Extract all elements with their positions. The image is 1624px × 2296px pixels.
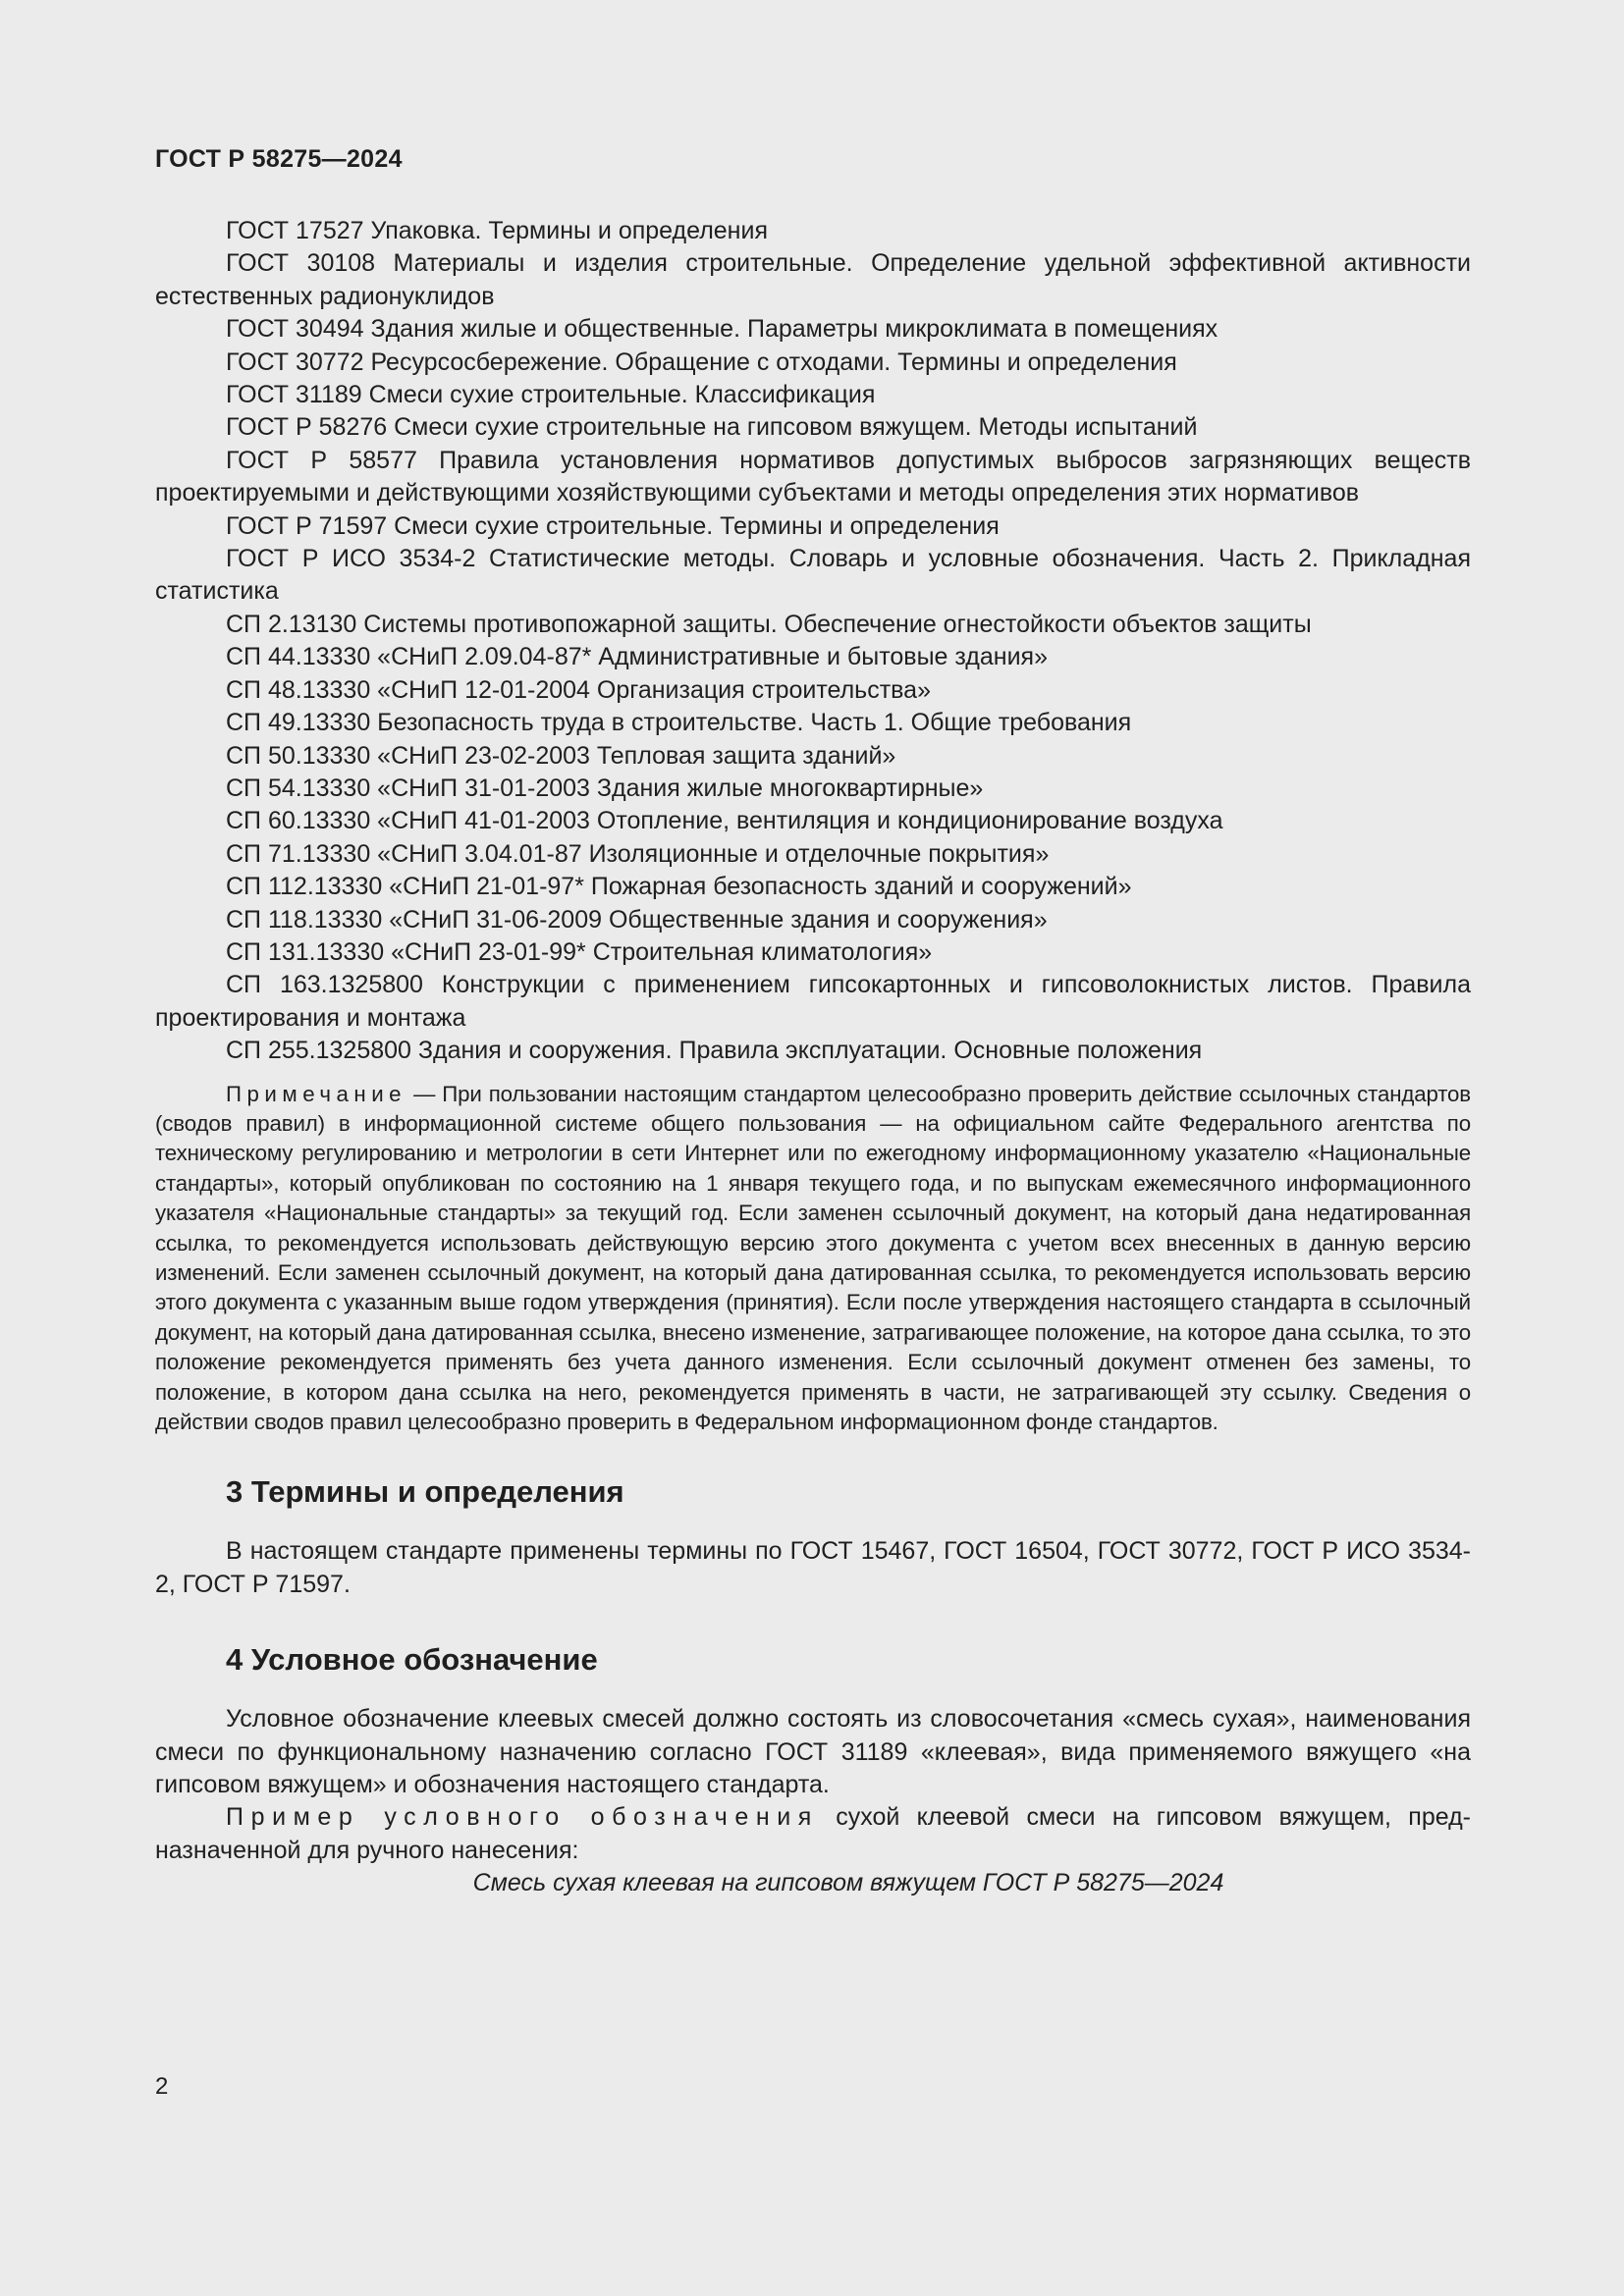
reference-item: ГОСТ Р 58276 Смеси сухие строительные на гипсовом вяжущем. Методы испытаний	[226, 413, 1198, 442]
note-text: — При пользовании настоящим стандартом целесообразно проверить действие ссылочных стандартов (сводов правил) в информационной системе общего пользования — на официальном сайте Федерального агентства по техническому регулированию и метрологии в сети Интернет или по ежегодному информационному указателю «Национальные стандарты», который опубликован по состоянию на 1 января текущего года, и по выпускам ежемесячного информационного указателя «Национальные стандарты» за текущий год. Если заменен ссылочный документ, на который дана недатированная ссылка, то рекомендуется использовать действующую версию этого документа с учетом всех внесенных в данную версию изменений. Если заменен ссылочный документ, на который дана датированная ссылка, то рекомендуется использовать версию этого документа с указанным выше годом утверждения (принятия). Если после утверждения настоящего стандарта в ссылочный документ, на который дана датированная ссылка, внесено изменение, затрагивающее положение, на которое дана ссылка, то это положение рекомендуется применять без учета данного изменения. Если ссылочный документ отменен без замены, то положение, в котором дана ссылка на него, рекомендуется применять в части, не затрагивающей эту ссылку. Сведения о действии сводов правил целесообразно проверить в Федеральном информационном фонде стандартов.	[155, 1081, 1471, 1435]
section-4-title: 4 Условное обозначение	[226, 1642, 598, 1678]
reference-item: ГОСТ 30772 Ресурсосбережение. Обращение с отходами. Термины и определения	[226, 347, 1177, 376]
reference-item: СП 163.1325800 Конструкции с применением гипсокартонных и гипсоволокнистых листов. Правила проектирования и монтажа	[155, 971, 1471, 1032]
example-paragraph	[155, 1801, 1471, 1867]
reference-item: ГОСТ 31189 Смеси сухие строительные. Классификация	[226, 381, 876, 409]
reference-item: СП 44.13330 «СНиП 2.09.04-87* Административные и бытовые здания»	[226, 643, 1048, 671]
reference-item: СП 49.13330 Безопасность труда в строительстве. Часть 1. Общие требования	[226, 709, 1132, 737]
example-text: сухой клеевой смеси на гипсовом вяжущем, предназначенной для ручного нанесения:	[155, 1803, 1471, 1864]
reference-item: ГОСТ 17527 Упаковка. Термины и определения	[226, 217, 768, 244]
document-header: ГОСТ Р 58275—2024	[155, 145, 403, 173]
reference-item: ГОСТ 30494 Здания жилые и общественные. Параметры микроклимата в помещениях	[226, 315, 1218, 344]
reference-item: СП 71.13330 «СНиП 3.04.01-87 Изоляционные и отделочные покрытия»	[226, 839, 1050, 868]
reference-item: ГОСТ 30108 Материалы и изделия строительные. Определение удельной эффективной активности естественных радионуклидов	[155, 249, 1471, 310]
section-4-body: Условное обозначение клеевых смесей должно состоять из словосочетания «смесь сухая», наименования смеси по функциональному назначению согласно ГОСТ 31189 «клеевая», вида применяемого вяжущего «на гипсовом вяжущем» и обозначения настоящего стандарта.	[155, 1705, 1471, 1799]
reference-item: СП 50.13330 «СНиП 23-02-2003 Тепловая защита зданий»	[226, 741, 896, 770]
section-3-title: 3 Термины и определения	[226, 1474, 624, 1510]
reference-item: ГОСТ Р 71597 Смеси сухие строительные. Термины и определения	[226, 511, 1000, 540]
reference-item: СП 112.13330 «СНиП 21-01-97* Пожарная безопасность зданий и сооружений»	[226, 873, 1132, 901]
reference-item: СП 131.13330 «СНиП 23-01-99* Строительная климатология»	[226, 937, 933, 966]
reference-item: СП 60.13330 «СНиП 41-01-2003 Отопление, вентиляция и кондиционирование воздуха	[226, 807, 1223, 835]
references-list	[155, 215, 1471, 1068]
reference-item: СП 48.13330 «СНиП 12-01-2004 Организация строительства»	[226, 675, 931, 704]
reference-item: СП 2.13130 Системы противопожарной защиты. Обеспечение огнестойкости объектов защиты	[226, 610, 1312, 638]
reference-item: СП 118.13330 «СНиП 31-06-2009 Общественные здания и сооружения»	[226, 905, 1048, 934]
note-label: Примечание	[226, 1081, 407, 1106]
reference-item: СП 54.13330 «СНиП 31-01-2003 Здания жилые многоквартирные»	[226, 774, 984, 802]
example-formula: Смесь сухая клеевая на гипсовом вяжущем ГОСТ Р 58275—2024	[472, 1869, 1224, 1897]
reference-item: ГОСТ Р ИСО 3534-2 Статистические методы. Словарь и условные обозначения. Часть 2. Прикладная статистика	[155, 545, 1471, 606]
reference-item: СП 255.1325800 Здания и сооружения. Правила эксплуатации. Основные положения	[226, 1037, 1203, 1065]
reference-item: ГОСТ Р 58577 Правила установления нормативов допустимых выбросов загрязняющих веществ проектируемыми и действующими хозяйствующими субъектами и методы определения этих нормативов	[155, 446, 1471, 507]
section-3-body: В настоящем стандарте применены термины по ГОСТ 15467, ГОСТ 16504, ГОСТ 30772, ГОСТ Р ИСО 3534-2, ГОСТ Р 71597.	[155, 1537, 1471, 1598]
document-page	[155, 145, 1471, 1900]
example-label: Пример условного обозначения	[226, 1803, 819, 1832]
note-paragraph	[155, 1080, 1471, 1438]
page-number: 2	[155, 2073, 169, 2100]
